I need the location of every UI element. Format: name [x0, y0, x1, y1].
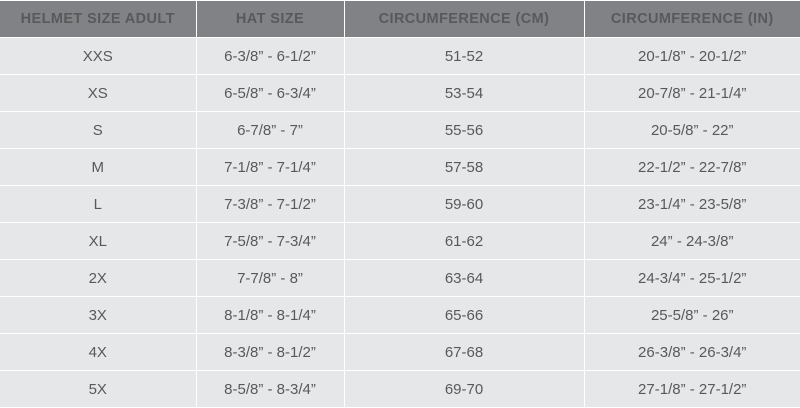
table-row: [0, 112, 800, 149]
table-row: [0, 297, 800, 334]
table-header-row: [0, 1, 800, 38]
cell-circumference-in: 20-5/8” - 22”: [584, 112, 800, 149]
cell-hat-size: 7-1/8” - 7-1/4”: [196, 149, 344, 186]
cell-circumference-in: 26-3/8” - 26-3/4”: [584, 334, 800, 371]
column-header-helmet-size-adult: HELMET SIZE ADULT: [0, 1, 196, 38]
table-row: [0, 371, 800, 408]
cell-hat-size: 7-5/8” - 7-3/4”: [196, 223, 344, 260]
cell-helmet-size: M: [0, 149, 196, 186]
cell-circumference-cm: 69-70: [344, 371, 584, 408]
cell-hat-size: 8-1/8” - 8-1/4”: [196, 297, 344, 334]
cell-helmet-size: S: [0, 112, 196, 149]
cell-helmet-size: 2X: [0, 260, 196, 297]
cell-circumference-in: 24” - 24-3/8”: [584, 223, 800, 260]
cell-helmet-size: 4X: [0, 334, 196, 371]
table-row: [0, 223, 800, 260]
cell-hat-size: 8-3/8” - 8-1/2”: [196, 334, 344, 371]
table-row: [0, 186, 800, 223]
cell-hat-size: 6-7/8” - 7”: [196, 112, 344, 149]
column-header-hat-size: HAT SIZE: [196, 1, 344, 38]
table-row: [0, 75, 800, 112]
cell-helmet-size: 3X: [0, 297, 196, 334]
cell-circumference-cm: 51-52: [344, 38, 584, 75]
cell-circumference-cm: 63-64: [344, 260, 584, 297]
cell-helmet-size: XS: [0, 75, 196, 112]
cell-circumference-in: 20-1/8” - 20-1/2”: [584, 38, 800, 75]
cell-hat-size: 6-5/8” - 6-3/4”: [196, 75, 344, 112]
cell-circumference-in: 27-1/8” - 27-1/2”: [584, 371, 800, 408]
cell-hat-size: 7-7/8” - 8”: [196, 260, 344, 297]
cell-circumference-in: 20-7/8” - 21-1/4”: [584, 75, 800, 112]
cell-circumference-cm: 67-68: [344, 334, 584, 371]
cell-circumference-cm: 55-56: [344, 112, 584, 149]
cell-circumference-cm: 59-60: [344, 186, 584, 223]
cell-helmet-size: XL: [0, 223, 196, 260]
cell-hat-size: 7-3/8” - 7-1/2”: [196, 186, 344, 223]
cell-circumference-in: 24-3/4” - 25-1/2”: [584, 260, 800, 297]
column-header-circumference-in: CIRCUMFERENCE (IN): [584, 1, 800, 38]
column-header-circumference-cm: CIRCUMFERENCE (CM): [344, 1, 584, 38]
cell-circumference-cm: 65-66: [344, 297, 584, 334]
cell-circumference-in: 25-5/8” - 26”: [584, 297, 800, 334]
cell-helmet-size: L: [0, 186, 196, 223]
table-row: [0, 334, 800, 371]
table-row: [0, 38, 800, 75]
table-row: [0, 149, 800, 186]
cell-hat-size: 6-3/8” - 6-1/2”: [196, 38, 344, 75]
cell-circumference-cm: 61-62: [344, 223, 584, 260]
table-header: [0, 1, 800, 38]
table-body: [0, 38, 800, 408]
table-row: [0, 260, 800, 297]
cell-circumference-in: 22-1/2” - 22-7/8”: [584, 149, 800, 186]
cell-circumference-cm: 57-58: [344, 149, 584, 186]
cell-circumference-cm: 53-54: [344, 75, 584, 112]
cell-helmet-size: XXS: [0, 38, 196, 75]
cell-circumference-in: 23-1/4” - 23-5/8”: [584, 186, 800, 223]
cell-helmet-size: 5X: [0, 371, 196, 408]
cell-hat-size: 8-5/8” - 8-3/4”: [196, 371, 344, 408]
